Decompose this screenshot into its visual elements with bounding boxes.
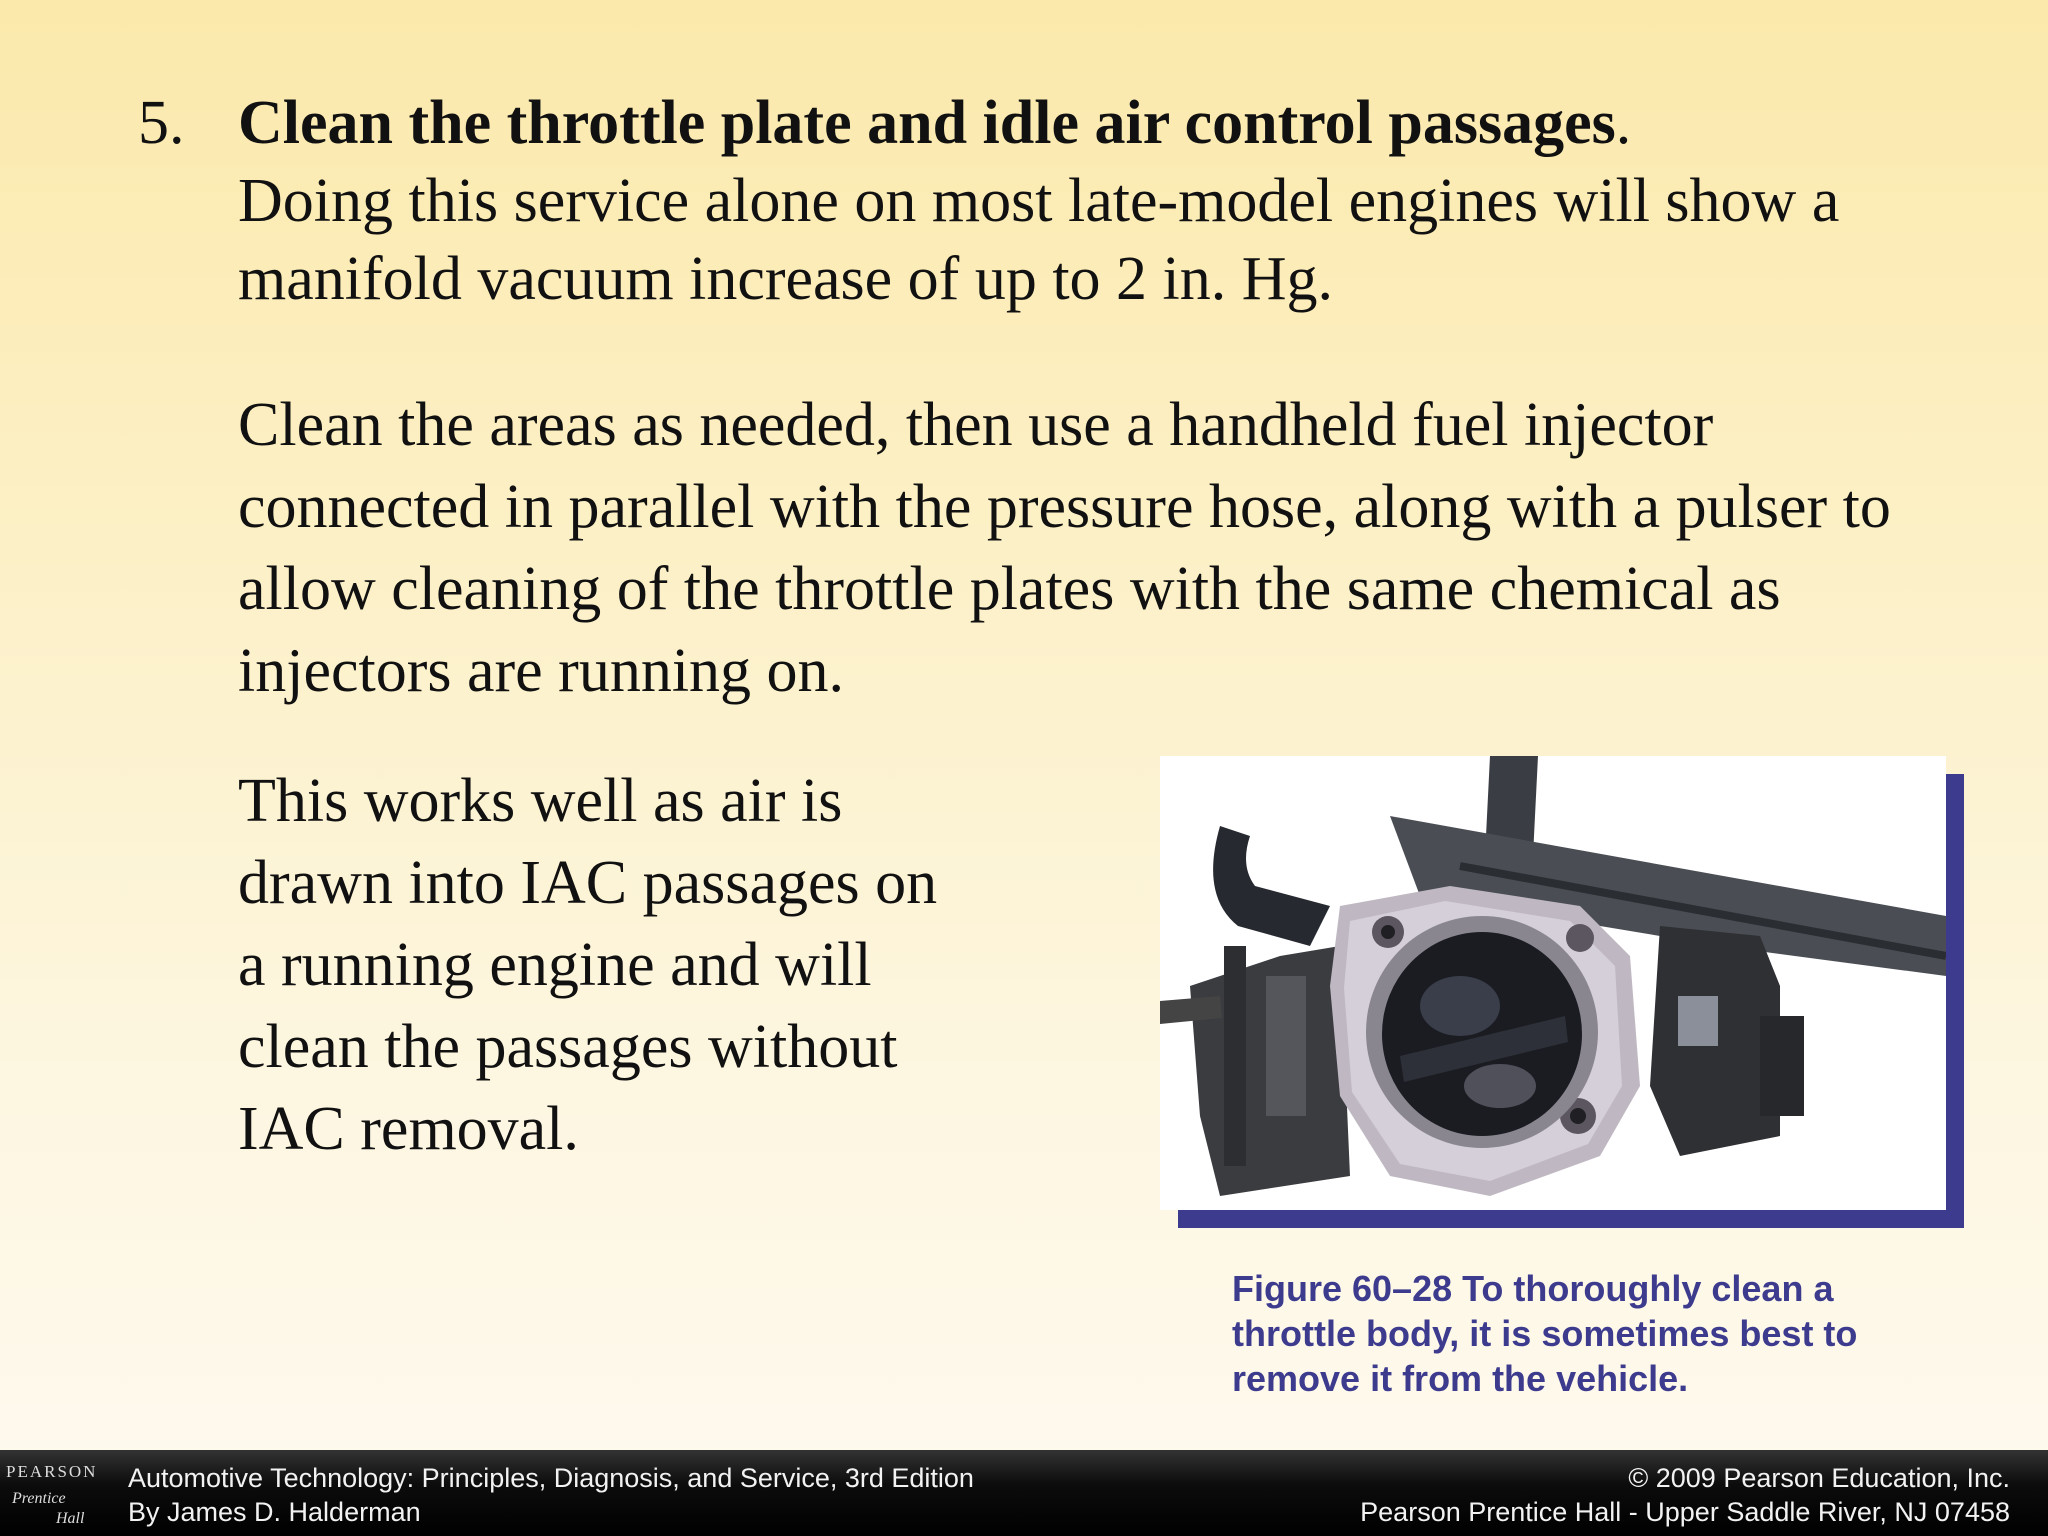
footer-book-title: Automotive Technology: Principles, Diagnosis, and Service, 3rd Edition xyxy=(128,1463,974,1493)
paragraph-1-text: Doing this service alone on most late-model engines will show a manifold vacuum increase of up to 2 in. Hg. xyxy=(238,167,1840,313)
step-heading: Clean the throttle plate and idle air control passages xyxy=(238,89,1616,157)
logo-text-mid: Prentice xyxy=(12,1490,66,1507)
paragraph-3: This works well as air is drawn into IAC passages on a running engine and will clean the passages without IAC removal. xyxy=(238,767,938,1163)
paragraph-1 xyxy=(238,84,1888,318)
footer-author: By James D. Halderman xyxy=(128,1497,421,1527)
logo-text-top: PEARSON xyxy=(6,1462,98,1481)
figure-caption: Figure 60–28 To thoroughly clean a throttle body, it is sometimes best to remove it from the vehicle. xyxy=(1232,1268,1858,1399)
footer-bar xyxy=(0,1450,2048,1536)
throttle-body-photo xyxy=(1160,756,1946,1210)
heading-punctuation: . xyxy=(1615,89,1632,157)
paragraph-2: Clean the areas as needed, then use a handheld fuel injector connected in parallel with the pressure hose, along with a pulser to allow cleaning of the throttle plates with the same chemical as injectors are running on. xyxy=(238,391,1891,705)
footer-copyright: © 2009 Pearson Education, Inc. xyxy=(1628,1463,2010,1493)
logo-text-bottom: Hall xyxy=(56,1510,85,1527)
pearson-prentice-hall-logo xyxy=(0,1450,100,1536)
item-number: 5. xyxy=(138,89,185,157)
figure-photo-frame xyxy=(1160,756,1946,1210)
footer-publisher: Pearson Prentice Hall - Upper Saddle River, NJ 07458 xyxy=(1360,1497,2010,1527)
